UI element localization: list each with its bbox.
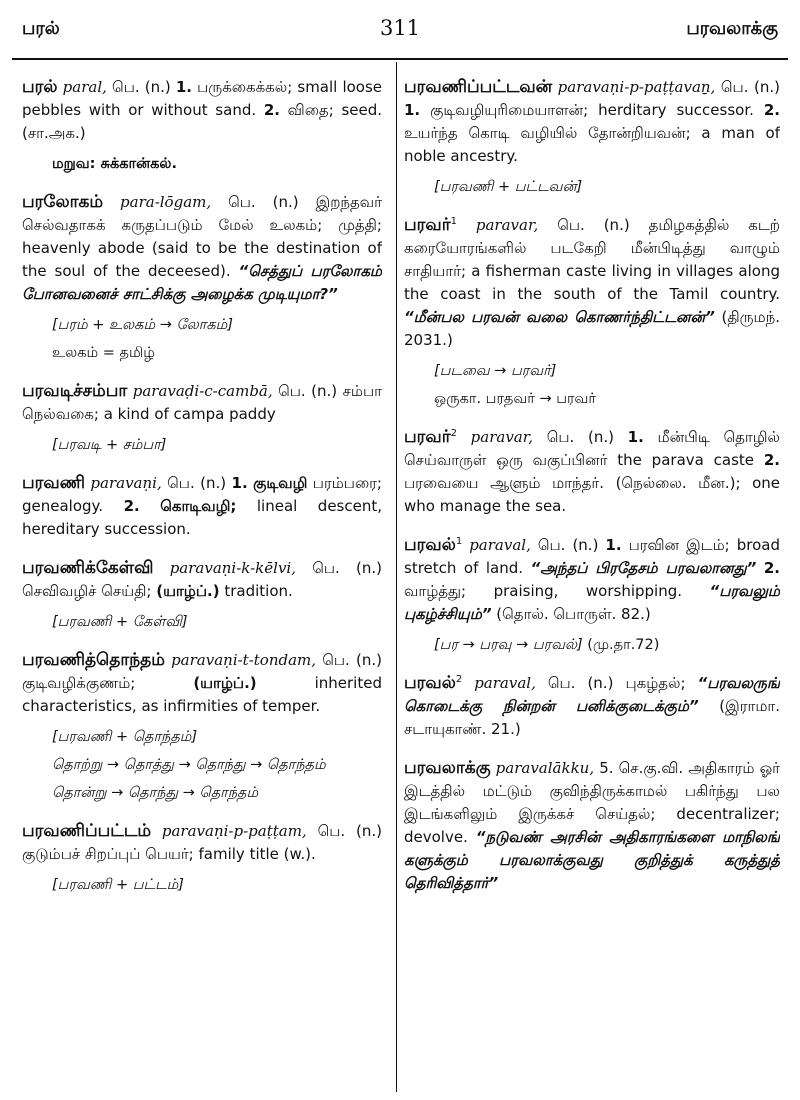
- etymology: [பரம் + உலகம் → லோகம்]: [52, 317, 233, 333]
- definition-text: lineal descent, hereditary succession.: [22, 497, 382, 538]
- transliteration: paravaṇi-t-tondam,: [171, 651, 317, 669]
- sense-number: 1.: [627, 428, 644, 446]
- homonym-number: 2: [450, 428, 457, 439]
- etymology: [பரவணி + கேள்வி]: [52, 614, 188, 630]
- transliteration: paraval,: [474, 674, 536, 692]
- derivation-chain: தொற்று → தொத்து → தொந்து → தொந்தம்: [52, 757, 326, 773]
- definition-text: விதை; seed.: [287, 101, 382, 119]
- definition-text: பருக்கைக்கல்; small loose pebbles with or without sand.: [22, 78, 382, 119]
- sense-number: 2.: [263, 101, 280, 119]
- definition-text: பரவையை ஆளும் மாந்தர். (நெல்லை. மீன.); one who manage the sea.: [404, 474, 780, 515]
- part-of-speech: பெ. (n.): [278, 382, 338, 400]
- source-reference: (சா.அக.): [22, 124, 86, 142]
- etymology: [பர → பரவு → பரவல்]: [434, 637, 583, 653]
- part-of-speech: பெ. (n.): [547, 674, 614, 692]
- dictionary-entry: [22, 380, 382, 456]
- transliteration: paravaṇi-p-paṭṭavaṉ,: [557, 78, 716, 96]
- synonym-line: மறுவ: சுக்கான்கல்.: [52, 156, 177, 172]
- etymology: [பரவணி + தொந்தம்]: [52, 729, 198, 745]
- dictionary-entry: [404, 214, 780, 410]
- transliteration: paravaṇi-p-paṭṭam,: [161, 822, 307, 840]
- definition-term: கொடிவழி;: [160, 497, 237, 515]
- dictionary-entry: [22, 557, 382, 633]
- definition-text: இறந்தவர் செல்வதாகக் கருதப்படும் மேல் உலகம்; முத்தி; heavenly abode (said to be the destination of the soul of the deceesed).: [22, 193, 382, 280]
- part-of-speech: பெ. (n.): [546, 428, 614, 446]
- etymology: [பரவடி + சம்பா]: [52, 437, 167, 453]
- sense-number: 1.: [605, 536, 622, 554]
- headword: பரல்: [22, 77, 58, 97]
- definition-text: உயர்ந்த கொடி வழியில் தோன்றியவன்; a man of noble ancestry.: [404, 124, 780, 165]
- definition-text: குடிவழிக்குணம்;: [22, 674, 136, 692]
- headword: பரவணி: [22, 473, 85, 493]
- page-header: [22, 14, 778, 48]
- usage-quote: “பரவலும் புகழ்ச்சியும்”: [404, 582, 780, 623]
- part-of-speech: பெ. (n.): [317, 822, 382, 840]
- sense-number: 1.: [175, 78, 192, 96]
- headword: பரவணிப்பட்டம்: [22, 821, 152, 841]
- etymology-line: [404, 634, 780, 656]
- part-of-speech: பெ. (n.): [537, 536, 599, 554]
- headword: பரவணித்தொந்தம்: [22, 650, 165, 670]
- sense-number: 2.: [763, 559, 780, 577]
- sense-number: 2.: [763, 101, 780, 119]
- sense-number: 2.: [123, 497, 140, 515]
- derivation-chain: தொன்று → தொந்து → தொந்தம்: [52, 785, 259, 801]
- sense-number: 2.: [763, 451, 780, 469]
- definition-text: அதிகாரம் ஓர் இடத்தில் மட்டும் குவிந்திருக்காமல் பகிர்ந்து பல இடங்களிலும் இருக்கச் செய்தல்; decentralizer; devolve.: [404, 759, 780, 846]
- definition-text: inherited characteristics, as infirmities of temper.: [22, 674, 382, 715]
- definition-text: பரம்பரை; genealogy.: [22, 474, 382, 515]
- usage-quote: “பரவலருங் கொடைக்கு நின்றன் பனிக்குடைக்கும்”: [404, 674, 780, 715]
- transliteration: paravar,: [475, 216, 539, 234]
- part-of-speech: பெ. (n.): [322, 651, 382, 669]
- transliteration: paravaṇi,: [90, 474, 162, 492]
- etymology: [பரவணி + பட்டவன்]: [434, 179, 583, 195]
- part-of-speech: பெ. (n.): [557, 216, 630, 234]
- dictionary-entry: [404, 672, 780, 741]
- definition-text: குடிவழியுரிமையாளன்; herditary successor.: [430, 101, 754, 119]
- homonym-number: 2: [455, 674, 463, 685]
- dictionary-entry: [404, 534, 780, 656]
- region-tag: (யாழ்ப்.): [193, 674, 257, 692]
- headword: பரவடிச்சம்பா: [22, 381, 128, 401]
- dictionary-entry: [22, 472, 382, 541]
- transliteration: paravaṇi-k-kēlvi,: [169, 559, 296, 577]
- definition-text: பரவின இடம்; broad stretch of land.: [404, 536, 780, 577]
- headword: பரலோகம்: [22, 192, 104, 212]
- usage-quote: “செத்துப் பரலோகம் போனவனைச் சாட்சிக்கு அழைக்க முடியுமா?”: [22, 262, 382, 303]
- definition-text: tradition.: [224, 582, 293, 600]
- etymology: [பரவணி + பட்டம்]: [52, 877, 184, 893]
- part-of-speech: பெ. (n.): [228, 193, 299, 211]
- transliteration: paravar,: [470, 428, 534, 446]
- sense-number: 1.: [404, 101, 421, 119]
- headword: பரவல்: [404, 535, 456, 555]
- transliteration: para-lōgam,: [120, 193, 212, 211]
- dictionary-entry: [404, 757, 780, 895]
- etymology-note: உலகம் = தமிழ்: [52, 345, 155, 361]
- definition-text: மீன்பிடி தொழில் செய்வாருள் ஒரு வகுப்பினர் the parava caste: [404, 428, 780, 469]
- running-head-right: பரவலாக்கு: [686, 18, 778, 39]
- sense-number: 1.: [231, 474, 248, 492]
- part-of-speech: பெ. (n.): [167, 474, 227, 492]
- source-reference: (மு.தா.72): [587, 637, 660, 653]
- source-reference: (தொல். பொருள். 82.): [496, 605, 651, 623]
- transliteration: paral,: [62, 78, 107, 96]
- dictionary-entry: [22, 649, 382, 804]
- part-of-speech: பெ. (n.): [720, 78, 780, 96]
- transliteration: paravaḍi-c-cambā,: [132, 382, 273, 400]
- running-head-left: பரல்: [22, 18, 60, 39]
- part-of-speech: 5. செ.கு.வி.: [599, 759, 684, 777]
- part-of-speech: பெ. (n.): [312, 559, 382, 577]
- dictionary-entry: [22, 820, 382, 896]
- definition-text: தமிழகத்தில் கடற் கரையோரங்களில் படகேறி மீன்பிடித்து வாழும் சாதியார்; a fisherman caste living in villages along the coast in the south of the Tamil country.: [404, 216, 780, 303]
- definition-term: குடிவழி: [253, 474, 308, 492]
- dictionary-entry: [22, 76, 382, 175]
- column-divider: [396, 62, 397, 1092]
- etymology: [படவை → பரவர்]: [434, 363, 557, 379]
- definition-text: புகழ்தல்;: [625, 674, 686, 692]
- part-of-speech: பெ. (n.): [112, 78, 171, 96]
- dictionary-entry: [404, 426, 780, 518]
- source-reference: (இராமா. சடாயுகாண். 21.): [404, 697, 780, 738]
- usage-quote: “அந்தப் பிரதேசம் பரவலானது”: [530, 559, 757, 577]
- region-tag: (யாழ்ப்.): [156, 582, 220, 600]
- dictionary-entry: [404, 76, 780, 198]
- headword: பரவணிப்பட்டவன்: [404, 77, 553, 97]
- definition-text: குடும்பச் சிறப்புப் பெயர்; family title (w.).: [22, 845, 316, 863]
- homonym-number: 1: [455, 536, 463, 547]
- usage-quote: “நடுவண் அரசின் அதிகாரங்களை மாநிலங் களுக்கும் பரவலாக்குவது குறித்துக் கருத்துத் தெரிவித்தார்”: [404, 828, 780, 892]
- headword: பரவணிக்கேள்வி: [22, 558, 154, 578]
- usage-quote: “மீன்பல பரவன் வலை கொணர்ந்திட்டனன்”: [404, 308, 715, 326]
- header-rule: [12, 58, 788, 60]
- definition-text: வாழ்த்து; praising, worshipping.: [404, 582, 683, 600]
- left-column: [22, 76, 382, 1090]
- definition-text: செவிவழிச் செய்தி;: [22, 582, 152, 600]
- transliteration: paraval,: [469, 536, 531, 554]
- transliteration: paravalākku,: [495, 759, 595, 777]
- definition-text: சம்பா நெல்வகை; a kind of campa paddy: [22, 382, 382, 423]
- page-number: 311: [379, 16, 421, 40]
- headword: பரவர்: [404, 215, 451, 235]
- homonym-number: 1: [450, 216, 457, 227]
- right-column: [404, 76, 780, 1090]
- source-reference: (திருமந். 2031.): [404, 308, 780, 349]
- headword: பரவலாக்கு: [404, 758, 491, 778]
- headword: பரவல்: [404, 673, 456, 693]
- dictionary-entry: [22, 191, 382, 364]
- headword: பரவர்: [404, 427, 451, 447]
- etymology-note: ஒருகா. பரதவர் → பரவர்: [434, 391, 596, 407]
